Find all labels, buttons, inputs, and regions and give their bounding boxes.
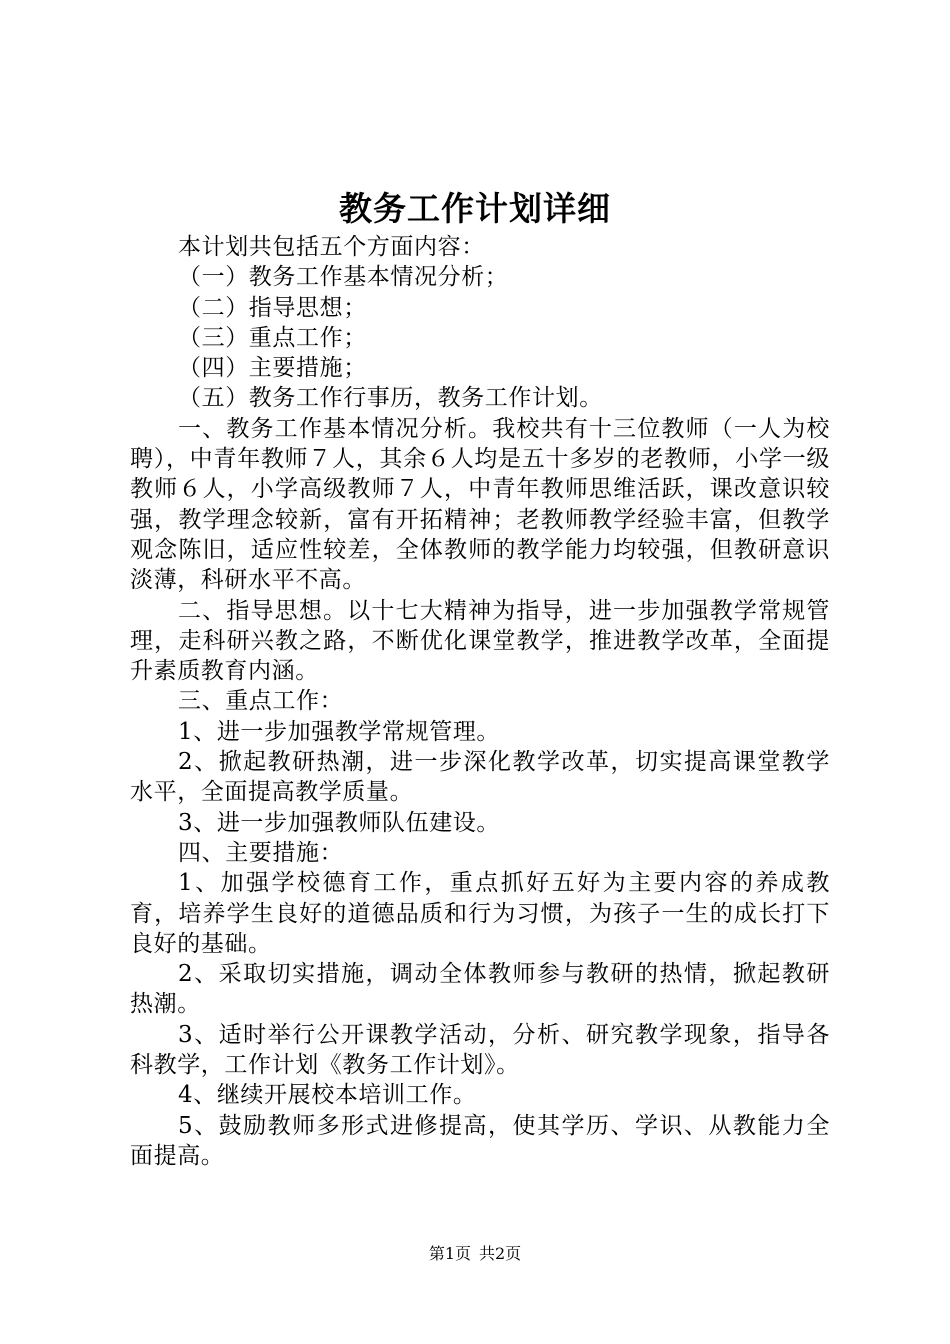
- paragraph-measure-2: 2、采取切实措施，调动全体教师参与教研的热情，掀起教研热潮。: [130, 961, 830, 1018]
- paragraph-measure-4: 4、继续开展校本培训工作。: [178, 1082, 477, 1109]
- paragraph-section-2: 二、指导思想。以十七大精神为指导，进一步加强教学常规管理，走科研兴教之路，不断优化课堂教学，推进教学改革，全面提升素质教育内涵。: [130, 597, 830, 685]
- page-total: 共2页: [479, 1244, 522, 1263]
- paragraph-measure-1: 1、加强学校德育工作，重点抓好五好为主要内容的养成教育，培养学生良好的道德品质和行为习惯，为孩子一生的成长打下良好的基础。: [130, 870, 830, 957]
- paragraph-section-4-heading: 四、主要措施：: [178, 839, 344, 866]
- paragraph-intro: 本计划共包括五个方面内容：: [178, 234, 485, 260]
- paragraph-key-work-3: 3、进一步加强教师队伍建设。: [178, 809, 501, 836]
- page-footer: [0, 1243, 950, 1265]
- document-title: 教务工作计划详细: [339, 189, 611, 228]
- paragraph-outline-4: （四）主要措施；: [178, 355, 367, 382]
- paragraph-key-work-1: 1、进一步加强教学常规管理。: [178, 718, 501, 745]
- paragraph-outline-5: （五）教务工作行事历，教务工作计划。: [178, 385, 603, 412]
- paragraph-section-3-heading: 三、重点工作：: [178, 688, 344, 715]
- paragraph-measure-3: 3、适时举行公开课教学活动，分析、研究教学现象，指导各科教学，工作计划《教务工作计划》。: [130, 1021, 830, 1079]
- paragraph-measure-5: 5、鼓励教师多形式进修提高，使其学历、学识、从教能力全面提高。: [130, 1112, 830, 1169]
- paragraph-outline-1: （一）教务工作基本情况分析；: [178, 264, 509, 291]
- paragraph-key-work-2: 2、掀起教研热潮，进一步深化教学改革，切实提高课堂教学水平，全面提高教学质量。: [130, 749, 830, 806]
- paragraph-outline-3: （三）重点工作；: [178, 324, 367, 351]
- page-number: 第1页: [428, 1244, 471, 1263]
- document-body: [130, 232, 830, 1171]
- paragraph-outline-2: （二）指导思想；: [178, 294, 367, 321]
- paragraph-section-1: 一、教务工作基本情况分析。我校共有十三位教师（一人为校聘），中青年教师７人，其余６人均是五十多岁的老教师，小学一级教师６人，小学高级教师７人，中青年教师思维活跃，课改意识较强，教学理念较新，富有开拓精神；老教师教学经验丰富，但教学观念陈旧，适应性较差，全体教师的教学能力均较强，但教研意识淡薄，科研水平不高。: [130, 415, 830, 594]
